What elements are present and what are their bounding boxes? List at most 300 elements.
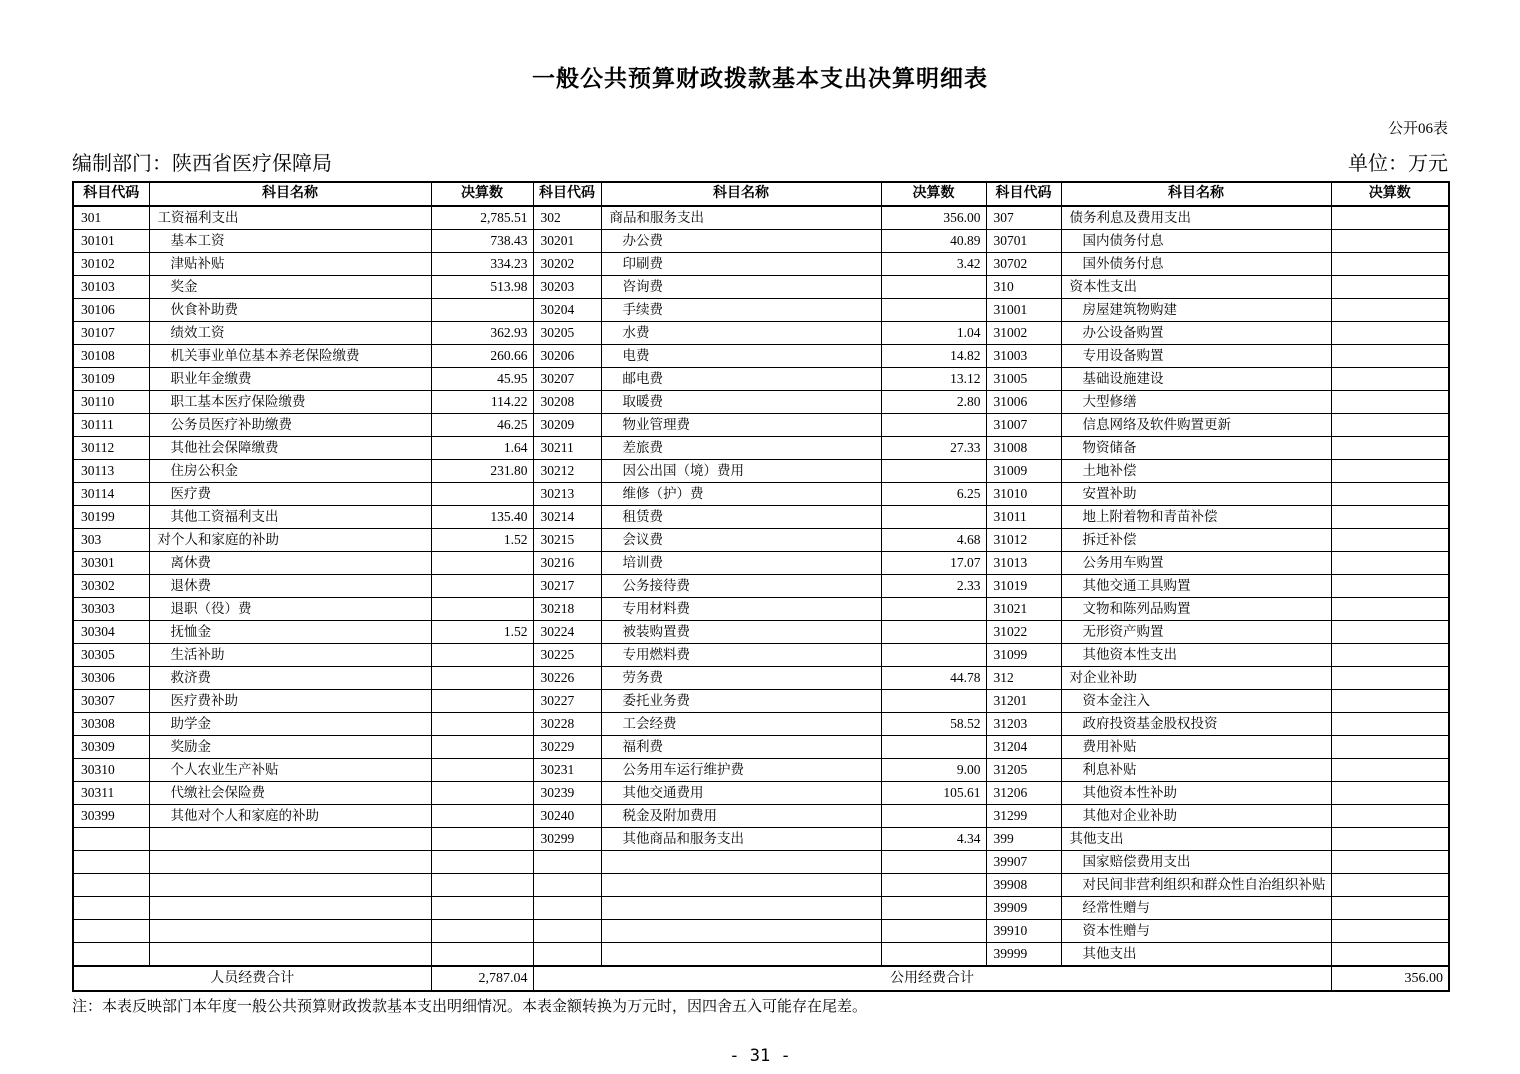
subject-code-cell [533, 874, 601, 897]
subject-code-cell: 30228 [533, 713, 601, 736]
subject-code-cell: 30207 [533, 368, 601, 391]
subject-code-cell [73, 874, 149, 897]
subject-name-cell: 工资福利支出 [149, 206, 431, 230]
amount-cell [1331, 805, 1449, 828]
amount-cell [881, 598, 986, 621]
subject-code-cell: 30212 [533, 460, 601, 483]
amount-cell: 4.68 [881, 529, 986, 552]
amount-cell [881, 621, 986, 644]
column-header: 科目代码 [73, 182, 149, 206]
subject-code-cell: 302 [533, 206, 601, 230]
subject-name-cell: 手续费 [601, 299, 881, 322]
subject-name-cell: 个人农业生产补贴 [149, 759, 431, 782]
column-header: 决算数 [1331, 182, 1449, 206]
subject-code-cell: 30308 [73, 713, 149, 736]
subject-code-cell: 30240 [533, 805, 601, 828]
subject-code-cell: 31011 [986, 506, 1061, 529]
subject-name-cell: 维修（护）费 [601, 483, 881, 506]
subject-name-cell: 租赁费 [601, 506, 881, 529]
subject-code-cell: 30216 [533, 552, 601, 575]
subject-code-cell: 30211 [533, 437, 601, 460]
subject-code-cell: 30305 [73, 644, 149, 667]
subject-name-cell: 咨询费 [601, 276, 881, 299]
amount-cell: 1.04 [881, 322, 986, 345]
subject-name-cell: 公务用车运行维护费 [601, 759, 881, 782]
amount-cell [881, 460, 986, 483]
amount-cell [881, 851, 986, 874]
subject-name-cell: 伙食补助费 [149, 299, 431, 322]
subject-name-cell: 绩效工资 [149, 322, 431, 345]
subject-code-cell: 30209 [533, 414, 601, 437]
subject-name-cell: 办公费 [601, 230, 881, 253]
subject-code-cell: 31009 [986, 460, 1061, 483]
table-row [73, 644, 1449, 667]
table-row [73, 667, 1449, 690]
amount-cell [431, 667, 533, 690]
amount-cell [431, 874, 533, 897]
amount-cell: 356.00 [881, 206, 986, 230]
table-row [73, 253, 1449, 276]
table-row [73, 736, 1449, 759]
subject-code-cell: 30217 [533, 575, 601, 598]
subject-code-cell: 31205 [986, 759, 1061, 782]
amount-cell [1331, 414, 1449, 437]
subject-name-cell: 福利费 [601, 736, 881, 759]
amount-cell [1331, 506, 1449, 529]
table-row [73, 759, 1449, 782]
subject-name-cell: 土地补偿 [1061, 460, 1331, 483]
column-header: 决算数 [431, 182, 533, 206]
subject-code-cell: 31206 [986, 782, 1061, 805]
amount-cell [881, 874, 986, 897]
subject-name-cell: 培训费 [601, 552, 881, 575]
table-row [73, 230, 1449, 253]
amount-cell: 2.80 [881, 391, 986, 414]
subject-code-cell: 30213 [533, 483, 601, 506]
amount-cell [1331, 690, 1449, 713]
table-row [73, 690, 1449, 713]
amount-cell [431, 644, 533, 667]
amount-cell [1331, 782, 1449, 805]
subject-code-cell [73, 943, 149, 967]
subject-code-cell: 30299 [533, 828, 601, 851]
amount-cell [431, 483, 533, 506]
subject-code-cell: 30304 [73, 621, 149, 644]
subject-code-cell: 30301 [73, 552, 149, 575]
subject-code-cell: 30229 [533, 736, 601, 759]
amount-cell [1331, 206, 1449, 230]
footnote: 注：本表反映部门本年度一般公共预算财政拨款基本支出明细情况。本表金额转换为万元时，因四舍五入可能存在尾差。 [72, 999, 868, 1015]
subject-code-cell: 30108 [73, 345, 149, 368]
subject-name-cell: 无形资产购置 [1061, 621, 1331, 644]
subject-name-cell: 医疗费补助 [149, 690, 431, 713]
table-row [73, 552, 1449, 575]
subject-name-cell: 生活补助 [149, 644, 431, 667]
subject-name-cell [149, 851, 431, 874]
subject-code-cell: 30103 [73, 276, 149, 299]
subject-code-cell: 399 [986, 828, 1061, 851]
amount-cell [1331, 897, 1449, 920]
table-row [73, 851, 1449, 874]
amount-cell: 1.64 [431, 437, 533, 460]
subject-code-cell: 30215 [533, 529, 601, 552]
subject-code-cell: 31007 [986, 414, 1061, 437]
amount-cell [881, 276, 986, 299]
column-header: 科目名称 [601, 182, 881, 206]
amount-cell: 40.89 [881, 230, 986, 253]
page-content [72, 117, 1448, 1066]
subject-code-cell: 31022 [986, 621, 1061, 644]
subject-name-cell: 资本金注入 [1061, 690, 1331, 713]
personnel-total-label: 人员经费合计 [73, 966, 431, 991]
amount-cell: 45.95 [431, 368, 533, 391]
amount-cell: 14.82 [881, 345, 986, 368]
subject-code-cell [533, 897, 601, 920]
subject-code-cell: 39910 [986, 920, 1061, 943]
amount-cell [431, 897, 533, 920]
amount-cell: 3.42 [881, 253, 986, 276]
subject-code-cell: 31002 [986, 322, 1061, 345]
amount-cell [881, 805, 986, 828]
amount-cell [881, 690, 986, 713]
subject-code-cell: 39907 [986, 851, 1061, 874]
amount-cell [1331, 230, 1449, 253]
subject-code-cell [73, 897, 149, 920]
subject-name-cell [149, 943, 431, 967]
subject-name-cell: 其他交通工具购置 [1061, 575, 1331, 598]
amount-cell [1331, 851, 1449, 874]
subject-name-cell [601, 920, 881, 943]
subject-code-cell: 30113 [73, 460, 149, 483]
column-header: 科目名称 [149, 182, 431, 206]
subject-code-cell: 31003 [986, 345, 1061, 368]
table-row [73, 299, 1449, 322]
table-row [73, 897, 1449, 920]
column-header: 科目代码 [986, 182, 1061, 206]
subject-name-cell: 文物和陈列品购置 [1061, 598, 1331, 621]
amount-cell [431, 782, 533, 805]
amount-cell [431, 299, 533, 322]
table-row [73, 483, 1449, 506]
amount-cell [1331, 874, 1449, 897]
subject-code-cell: 31019 [986, 575, 1061, 598]
subject-name-cell: 资本性支出 [1061, 276, 1331, 299]
subject-code-cell: 39909 [986, 897, 1061, 920]
subject-code-cell: 31008 [986, 437, 1061, 460]
subject-name-cell: 费用补贴 [1061, 736, 1331, 759]
subject-name-cell: 公务员医疗补助缴费 [149, 414, 431, 437]
subject-code-cell: 30218 [533, 598, 601, 621]
subject-name-cell: 其他对企业补助 [1061, 805, 1331, 828]
subject-name-cell [149, 920, 431, 943]
subject-name-cell: 其他资本性支出 [1061, 644, 1331, 667]
table-header-row [73, 182, 1449, 206]
subject-name-cell: 基本工资 [149, 230, 431, 253]
amount-cell: 114.22 [431, 391, 533, 414]
amount-cell [881, 414, 986, 437]
table-row [73, 713, 1449, 736]
amount-cell [881, 736, 986, 759]
subject-name-cell: 对民间非营利组织和群众性自治组织补贴 [1061, 874, 1331, 897]
subject-code-cell: 310 [986, 276, 1061, 299]
amount-cell [1331, 621, 1449, 644]
subject-code-cell [533, 943, 601, 967]
subject-code-cell: 30225 [533, 644, 601, 667]
subject-name-cell: 取暖费 [601, 391, 881, 414]
subject-code-cell: 30109 [73, 368, 149, 391]
subject-code-cell: 39908 [986, 874, 1061, 897]
table-row [73, 506, 1449, 529]
prepared-by-label: 编制部门：陕西省医疗保障局 [72, 153, 332, 175]
table-row [73, 920, 1449, 943]
subject-code-cell: 30107 [73, 322, 149, 345]
table-row [73, 206, 1449, 230]
amount-cell [431, 575, 533, 598]
subject-code-cell: 30102 [73, 253, 149, 276]
page-number: - 31 - [729, 1046, 791, 1066]
amount-cell: 6.25 [881, 483, 986, 506]
table-row [73, 828, 1449, 851]
subject-code-cell: 31001 [986, 299, 1061, 322]
subject-name-cell [601, 897, 881, 920]
subject-code-cell: 30307 [73, 690, 149, 713]
subject-code-cell: 31010 [986, 483, 1061, 506]
subject-code-cell: 31021 [986, 598, 1061, 621]
table-row [73, 529, 1449, 552]
subject-code-cell [533, 851, 601, 874]
amount-cell: 1.52 [431, 529, 533, 552]
amount-cell [431, 552, 533, 575]
subject-code-cell: 30203 [533, 276, 601, 299]
amount-cell: 9.00 [881, 759, 986, 782]
subject-name-cell: 大型修缮 [1061, 391, 1331, 414]
table-row [73, 276, 1449, 299]
subject-name-cell: 退休费 [149, 575, 431, 598]
table-row [73, 575, 1449, 598]
amount-cell [881, 299, 986, 322]
subject-name-cell: 其他社会保障缴费 [149, 437, 431, 460]
subject-code-cell: 307 [986, 206, 1061, 230]
subject-code-cell: 30306 [73, 667, 149, 690]
personnel-total-value: 2,787.04 [431, 966, 533, 991]
subject-code-cell: 30701 [986, 230, 1061, 253]
amount-cell [1331, 345, 1449, 368]
subject-code-cell: 301 [73, 206, 149, 230]
amount-cell [1331, 920, 1449, 943]
amount-cell [881, 943, 986, 967]
subject-name-cell: 奖励金 [149, 736, 431, 759]
subject-code-cell: 31006 [986, 391, 1061, 414]
subject-name-cell: 拆迁补偿 [1061, 529, 1331, 552]
subject-code-cell: 30309 [73, 736, 149, 759]
subject-name-cell [149, 897, 431, 920]
subject-name-cell: 其他工资福利支出 [149, 506, 431, 529]
meta-row [72, 147, 1448, 176]
subject-code-cell: 30114 [73, 483, 149, 506]
subject-code-cell: 30101 [73, 230, 149, 253]
subject-code-cell: 30303 [73, 598, 149, 621]
subject-name-cell: 国外债务付息 [1061, 253, 1331, 276]
subject-name-cell: 物业管理费 [601, 414, 881, 437]
subject-name-cell: 政府投资基金股权投资 [1061, 713, 1331, 736]
subject-name-cell: 代缴社会保险费 [149, 782, 431, 805]
subject-name-cell: 医疗费 [149, 483, 431, 506]
public-total-label: 公用经费合计 [533, 966, 1331, 991]
subject-name-cell: 助学金 [149, 713, 431, 736]
page-title: 一般公共预算财政拨款基本支出决算明细表 [532, 66, 988, 91]
subject-name-cell: 劳务费 [601, 667, 881, 690]
amount-cell [1331, 391, 1449, 414]
table-row [73, 621, 1449, 644]
subject-code-cell: 30106 [73, 299, 149, 322]
subject-name-cell [601, 943, 881, 967]
subject-name-cell [149, 874, 431, 897]
amount-cell [1331, 552, 1449, 575]
subject-code-cell: 30201 [533, 230, 601, 253]
subject-name-cell: 奖金 [149, 276, 431, 299]
form-code-label: 公开06表 [1387, 121, 1448, 137]
amount-cell [431, 690, 533, 713]
subject-name-cell: 印刷费 [601, 253, 881, 276]
amount-cell [881, 644, 986, 667]
subject-name-cell: 对企业补助 [1061, 667, 1331, 690]
subject-name-cell: 电费 [601, 345, 881, 368]
subject-code-cell: 30227 [533, 690, 601, 713]
amount-cell [1331, 644, 1449, 667]
subject-name-cell: 公务用车购置 [1061, 552, 1331, 575]
amount-cell: 135.40 [431, 506, 533, 529]
subject-name-cell: 利息补贴 [1061, 759, 1331, 782]
subject-code-cell [533, 920, 601, 943]
subject-name-cell: 安置补助 [1061, 483, 1331, 506]
amount-cell [431, 713, 533, 736]
subject-code-cell: 30399 [73, 805, 149, 828]
subject-name-cell: 其他支出 [1061, 828, 1331, 851]
amount-cell: 17.07 [881, 552, 986, 575]
table-row [73, 414, 1449, 437]
subject-code-cell: 30302 [73, 575, 149, 598]
table-row [73, 805, 1449, 828]
table-row [73, 943, 1449, 967]
amount-cell [881, 506, 986, 529]
subject-code-cell: 30702 [986, 253, 1061, 276]
subject-name-cell: 差旅费 [601, 437, 881, 460]
amount-cell [1331, 437, 1449, 460]
table-row [73, 782, 1449, 805]
subject-name-cell: 专用燃料费 [601, 644, 881, 667]
amount-cell: 513.98 [431, 276, 533, 299]
subject-name-cell: 抚恤金 [149, 621, 431, 644]
subject-code-cell [73, 851, 149, 874]
subject-code-cell: 30112 [73, 437, 149, 460]
amount-cell: 2,785.51 [431, 206, 533, 230]
subject-code-cell: 30205 [533, 322, 601, 345]
table-body [73, 206, 1449, 966]
subject-name-cell: 公务接待费 [601, 575, 881, 598]
subject-name-cell: 津贴补贴 [149, 253, 431, 276]
subject-code-cell: 30110 [73, 391, 149, 414]
subject-name-cell: 房屋建筑物购建 [1061, 299, 1331, 322]
amount-cell: 1.52 [431, 621, 533, 644]
subject-code-cell: 31005 [986, 368, 1061, 391]
subject-name-cell: 其他商品和服务支出 [601, 828, 881, 851]
subject-code-cell: 312 [986, 667, 1061, 690]
subject-code-cell: 30202 [533, 253, 601, 276]
amount-cell [1331, 460, 1449, 483]
amount-cell [1331, 943, 1449, 967]
subject-name-cell: 被装购置费 [601, 621, 881, 644]
amount-cell: 105.61 [881, 782, 986, 805]
amount-cell [1331, 322, 1449, 345]
table-row [73, 437, 1449, 460]
amount-cell [1331, 828, 1449, 851]
amount-cell [431, 828, 533, 851]
subject-name-cell: 职工基本医疗保险缴费 [149, 391, 431, 414]
subject-code-cell: 303 [73, 529, 149, 552]
subject-code-cell: 30208 [533, 391, 601, 414]
subject-name-cell: 水费 [601, 322, 881, 345]
amount-cell: 46.25 [431, 414, 533, 437]
amount-cell: 13.12 [881, 368, 986, 391]
subject-name-cell: 其他支出 [1061, 943, 1331, 967]
table-row [73, 391, 1449, 414]
subject-name-cell: 对个人和家庭的补助 [149, 529, 431, 552]
column-header: 决算数 [881, 182, 986, 206]
subject-code-cell: 30239 [533, 782, 601, 805]
amount-cell: 362.93 [431, 322, 533, 345]
subject-name-cell: 职业年金缴费 [149, 368, 431, 391]
subject-name-cell: 其他对个人和家庭的补助 [149, 805, 431, 828]
subject-code-cell: 30111 [73, 414, 149, 437]
amount-cell [431, 805, 533, 828]
subject-name-cell [149, 828, 431, 851]
amount-cell: 27.33 [881, 437, 986, 460]
subject-name-cell: 资本性赠与 [1061, 920, 1331, 943]
subject-code-cell: 30224 [533, 621, 601, 644]
subject-code-cell: 31203 [986, 713, 1061, 736]
amount-cell: 231.80 [431, 460, 533, 483]
amount-cell [1331, 598, 1449, 621]
subject-code-cell [73, 828, 149, 851]
subject-name-cell: 离休费 [149, 552, 431, 575]
totals-row [73, 966, 1449, 991]
amount-cell [1331, 529, 1449, 552]
public-total-value: 356.00 [1331, 966, 1449, 991]
subject-name-cell [601, 851, 881, 874]
subject-name-cell: 物资储备 [1061, 437, 1331, 460]
amount-cell [1331, 713, 1449, 736]
subject-code-cell: 30310 [73, 759, 149, 782]
subject-name-cell: 其他资本性补助 [1061, 782, 1331, 805]
amount-cell [881, 897, 986, 920]
amount-cell [881, 920, 986, 943]
amount-cell [431, 943, 533, 967]
table-row [73, 874, 1449, 897]
subject-code-cell: 30311 [73, 782, 149, 805]
subject-code-cell: 31299 [986, 805, 1061, 828]
amount-cell: 4.34 [881, 828, 986, 851]
subject-name-cell: 专用材料费 [601, 598, 881, 621]
subject-code-cell: 31013 [986, 552, 1061, 575]
amount-cell [431, 598, 533, 621]
amount-cell [1331, 253, 1449, 276]
subject-name-cell: 其他交通费用 [601, 782, 881, 805]
subject-code-cell: 30214 [533, 506, 601, 529]
subject-code-cell: 30199 [73, 506, 149, 529]
amount-cell: 58.52 [881, 713, 986, 736]
subject-name-cell: 经常性赠与 [1061, 897, 1331, 920]
amount-cell [1331, 736, 1449, 759]
